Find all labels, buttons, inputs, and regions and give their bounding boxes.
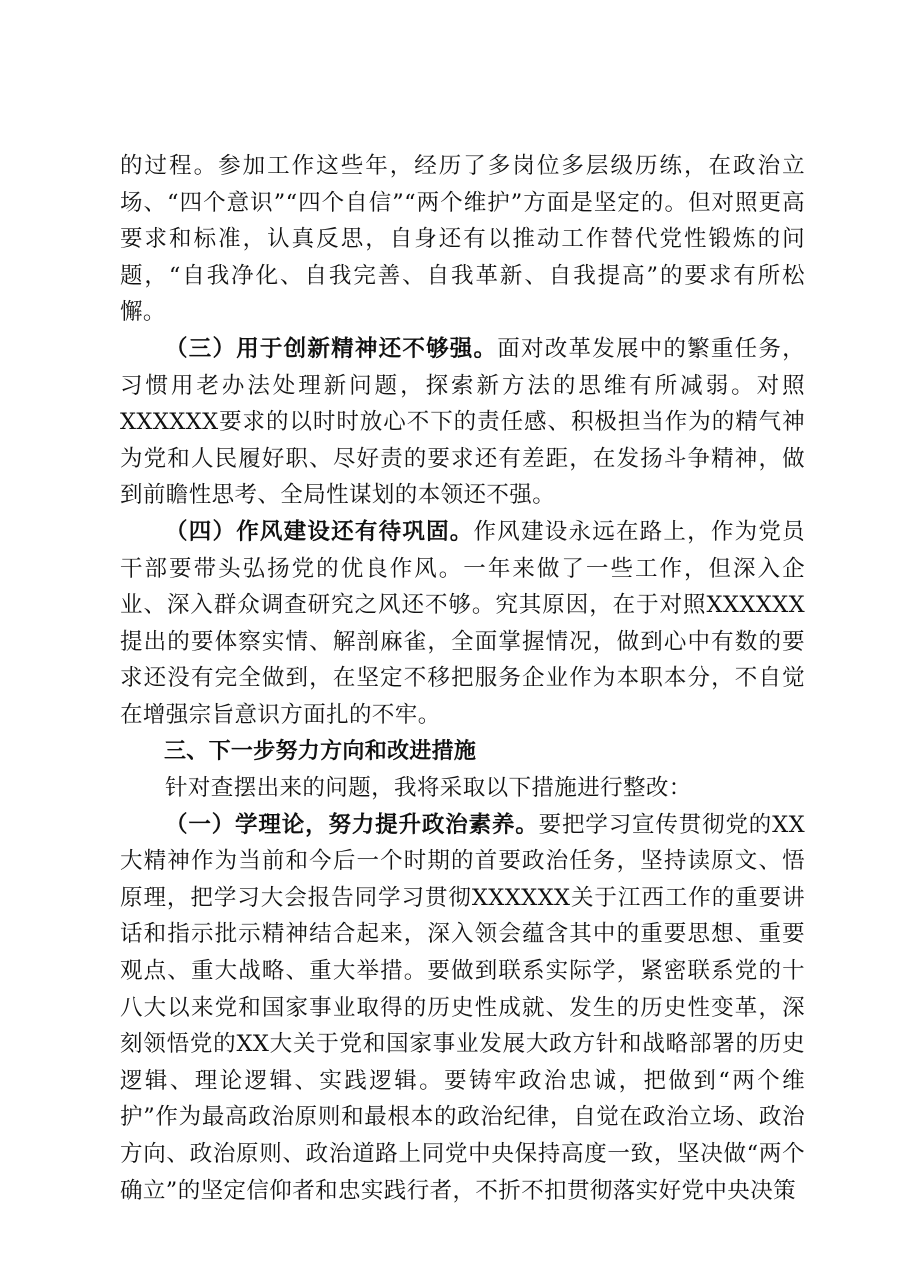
- document-body: [120, 148, 805, 1209]
- paragraph-text: 要把学习宣传贯彻党的XX大精神作为当前和今后一个时期的首要政治任务，坚持读原文、悟原理，把学习大会报告同学习贯彻XXXXXX关于江西工作的重要讲话和指示批示精神结合起来，深入领会蕴含其中的重要思想、重要观点、重大战略、重大举措。要做到联系实际学，紧密联系党的十八大以来党和国家事业取得的历史性成就、发生的历史性变革，深刻领悟党的XX大关于党和国家事业发展大政方针和战略部署的历史逻辑、理论逻辑、实践逻辑。要铸牢政治忠诚，把做到“两个维护”作为最高政治原则和最根本的政治纪律，自觉在政治立场、政治方向、政治原则、政治道路上同党中央保持高度一致，坚决做“两个确立”的坚定信仰者和忠实践行者，不折不扣贯彻落实好党中央决策: [120, 811, 805, 1204]
- section-heading: 三、下一步努力方向和改进措施: [164, 738, 477, 764]
- paragraph-lead: （三）用于创新精神还不够强。: [165, 335, 498, 362]
- paragraph-work-style: [120, 514, 805, 734]
- paragraph-text: 针对查摆出来的问题，我将采取以下措施进行整改：: [165, 775, 692, 802]
- paragraph-intro: [120, 770, 805, 807]
- paragraph-text: 的过程。参加工作这些年，经历了多岗位多层级历练，在政治立场、“四个意识”“四个自信”“两个维护”方面是坚定的。但对照更高要求和标准，认真反思，自身还有以推动工作替代党性锻炼的问题，“自我净化、自我完善、自我革新、自我提高”的要求有所松懈。: [120, 153, 805, 326]
- paragraph-continuation: [120, 148, 805, 331]
- paragraph-text: 面对改革发展中的繁重任务，习惯用老办法处理新问题，探索新方法的思维有所减弱。对照XXXXXX要求的以时时放心不下的责任感、积极担当作为的精气神为党和人民履好职、尽好责的要求还有差距，在发扬斗争精神，做到前瞻性思考、全局性谋划的本领还不强。: [120, 335, 805, 509]
- paragraph-lead: （一）学理论，努力提升政治素养。: [165, 811, 539, 838]
- paragraph-text: 作风建设永远在路上，作为党员干部要带头弘扬党的优良作风。一年来做了一些工作，但深入企业、深入群众调查研究之风还不够。究其原因，在于对照XXXXXX提出的要体察实情、解剖麻雀，全面掌握情况，做到心中有数的要求还没有完全做到，在坚定不移把服务企业作为本职本分，不自觉在增强宗旨意识方面扎的不牢。: [120, 518, 805, 728]
- paragraph-innovation: [120, 331, 805, 514]
- paragraph-lead: （四）作风建设还有待巩固。: [165, 518, 474, 545]
- paragraph-study-theory: [120, 807, 805, 1210]
